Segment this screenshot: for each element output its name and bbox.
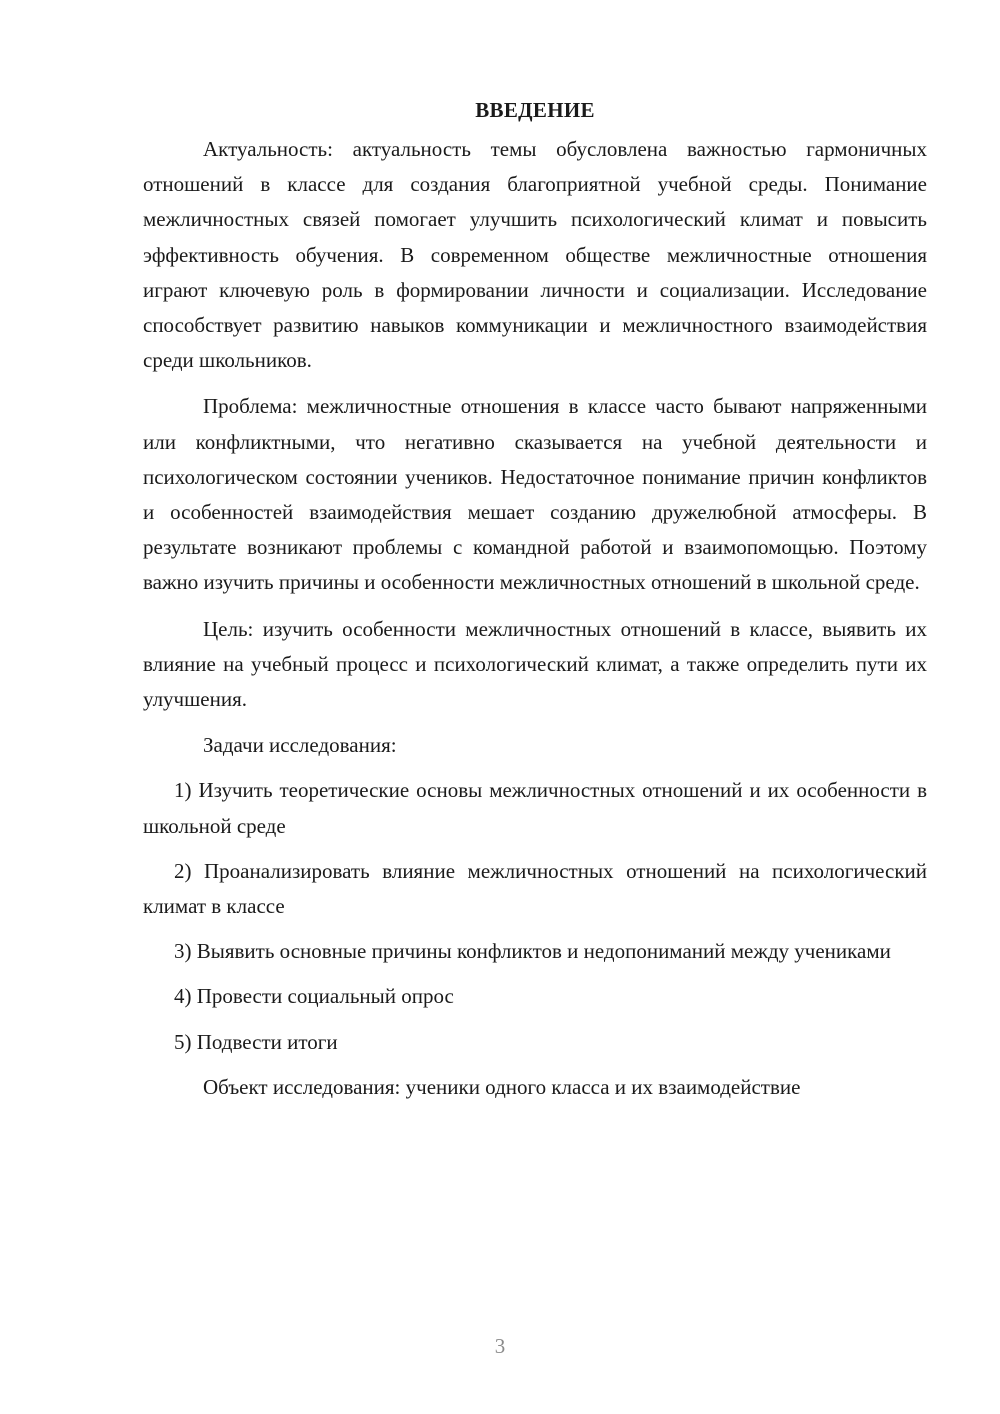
object-paragraph: Объект исследования: ученики одного класса и их взаимодействие bbox=[203, 1074, 801, 1099]
task-item: 3) Выявить основные причины конфликтов и недопониманий между учениками bbox=[174, 939, 891, 964]
page-title: ВВЕДЕНИЕ bbox=[475, 98, 595, 122]
relevance-paragraph: Актуальность: актуальность темы обусловлена важностью гармоничных отношений в классе для создания благоприятной учебной среды. Понимание межличностных связей помогает улучшить психологический климат и повысить эффективность обучения. В современном обществе межличностные отношения играют ключевую роль в формировании личности и социализации. Исследование способствует развитию навыков коммуникации и межличностного взаимодействия среди школьников. bbox=[143, 137, 927, 373]
document-page bbox=[143, 92, 927, 1105]
task-item: 4) Провести социальный опрос bbox=[174, 984, 454, 1009]
task-item: 1) Изучить теоретические основы межличностных отношений и их особенности в школьной среде bbox=[143, 778, 927, 838]
task-item: 2) Проанализировать влияние межличностных отношений на психологический климат в классе bbox=[143, 858, 927, 919]
task-item: 5) Подвести итоги bbox=[174, 1029, 338, 1054]
tasks-heading: Задачи исследования: bbox=[203, 733, 397, 758]
problem-paragraph: Проблема: межличностные отношения в классе часто бывают напряженными или конфликтными, что негативно сказывается на учебной деятельности и психологическом состоянии учеников. Недостаточное понимание причин конфликтов и особенностей взаимодействия мешает созданию дружелюбной атмосферы. В результате возникают проблемы с командной работой и взаимопомощью. Поэтому важно изучить причины и особенности межличностных отношений в школьной среде. bbox=[143, 394, 927, 595]
page-number: 3 bbox=[494, 1334, 506, 1358]
goal-paragraph: Цель: изучить особенности межличностных отношений в классе, выявить их влияние на учебный процесс и психологический климат, а также определить пути их улучшения. bbox=[143, 616, 927, 712]
